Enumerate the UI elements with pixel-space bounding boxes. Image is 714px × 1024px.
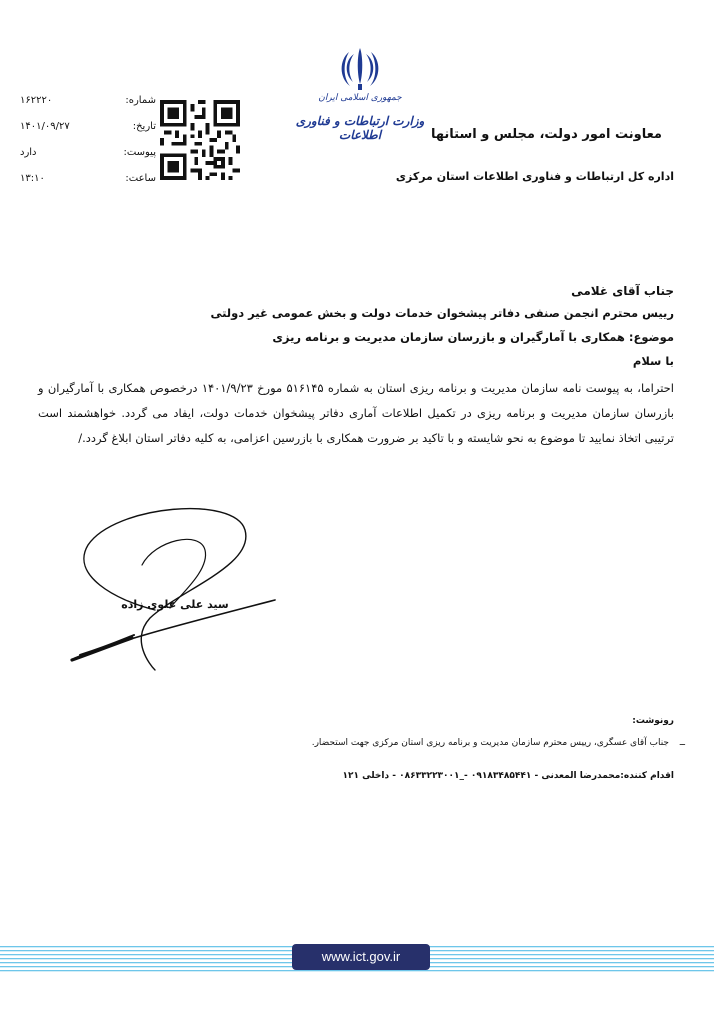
meta-label-date: تاریخ: — [132, 121, 156, 132]
iran-emblem-icon — [335, 44, 385, 94]
directorate-title: اداره کل ارتباطات و فناوری اطلاعات استان مرکزی — [395, 170, 674, 183]
subject-line: موضوع: همکاری با آمارگیران و بازرسان سازمان مدیریت و برنامه ریزی — [272, 330, 674, 344]
meta-label-attachment: پیوست: — [123, 147, 156, 158]
cc-line — [149, 738, 685, 748]
signer-name: سید علی علوی زاده — [121, 598, 229, 611]
qr-code-icon — [160, 100, 240, 180]
meta-value-attachment: دارد — [20, 147, 37, 158]
meta-label-number: شماره: — [125, 95, 156, 106]
cc-title: رونوشت: — [632, 716, 674, 726]
meta-value-date: ۱۴۰۱/۰۹/۲۷ — [20, 121, 70, 132]
cc-dash: ــ — [679, 738, 685, 748]
ministry-top-text: جمهوری اسلامی ایران — [318, 93, 402, 103]
signature-icon — [60, 500, 290, 675]
deputy-title: معاونت امور دولت، مجلس و استانها — [430, 127, 662, 142]
ministry-name: وزارت ارتباطات و فناوری اطلاعات — [295, 114, 425, 142]
prepared-by: اقدام کننده:محمدرضا المعدنی - ۰۹۱۸۳۴۸۵۴۴۱ -_۰۸۶۳۳۲۲۳۰۰۱ - داخلی ۱۲۱ — [342, 771, 674, 781]
letter-body: احتراما، به پیوست نامه سازمان مدیریت و برنامه ریزی استان به شماره ۵۱۶۱۴۵ مورخ ۱۴۰۱/۹/۲۳ درخصوص همکاری با آمارگیران و بازرسان سازمان مدیریت و برنامه ریزی در تکمیل اطلاعات آماری دفاتر پیشخوان خدمات دولت، ایفاد می گردد. خواهشمند است ترتیبی اتخاذ نمایید تا موضوع به نحو شایسته و با تاکید بر ضرورت همکاری با بازرسین اعزامی، به کلیه دفاتر استان ابلاغ گردد./ — [38, 381, 674, 445]
cc-text: جناب آقای عسگری، رییس محترم سازمان مدیریت و برنامه ریزی استان مرکزی جهت استحضار. — [311, 738, 669, 748]
addressee: جناب آقای غلامی — [571, 284, 674, 298]
greeting: با سلام — [632, 354, 674, 368]
meta-value-number: ۱۶۲۲۲۰ — [20, 95, 53, 106]
website-link[interactable]: www.ict.gov.ir — [292, 944, 430, 970]
meta-label-time: ساعت: — [125, 173, 156, 184]
meta-values — [20, 88, 92, 192]
recipient-title: رییس محترم انجمن صنفی دفاتر پیشخوان خدمات دولت و بخش عمومی غیر دولتی — [210, 306, 674, 320]
meta-labels — [108, 88, 156, 192]
meta-value-time: ۱۳:۱۰ — [20, 173, 45, 184]
